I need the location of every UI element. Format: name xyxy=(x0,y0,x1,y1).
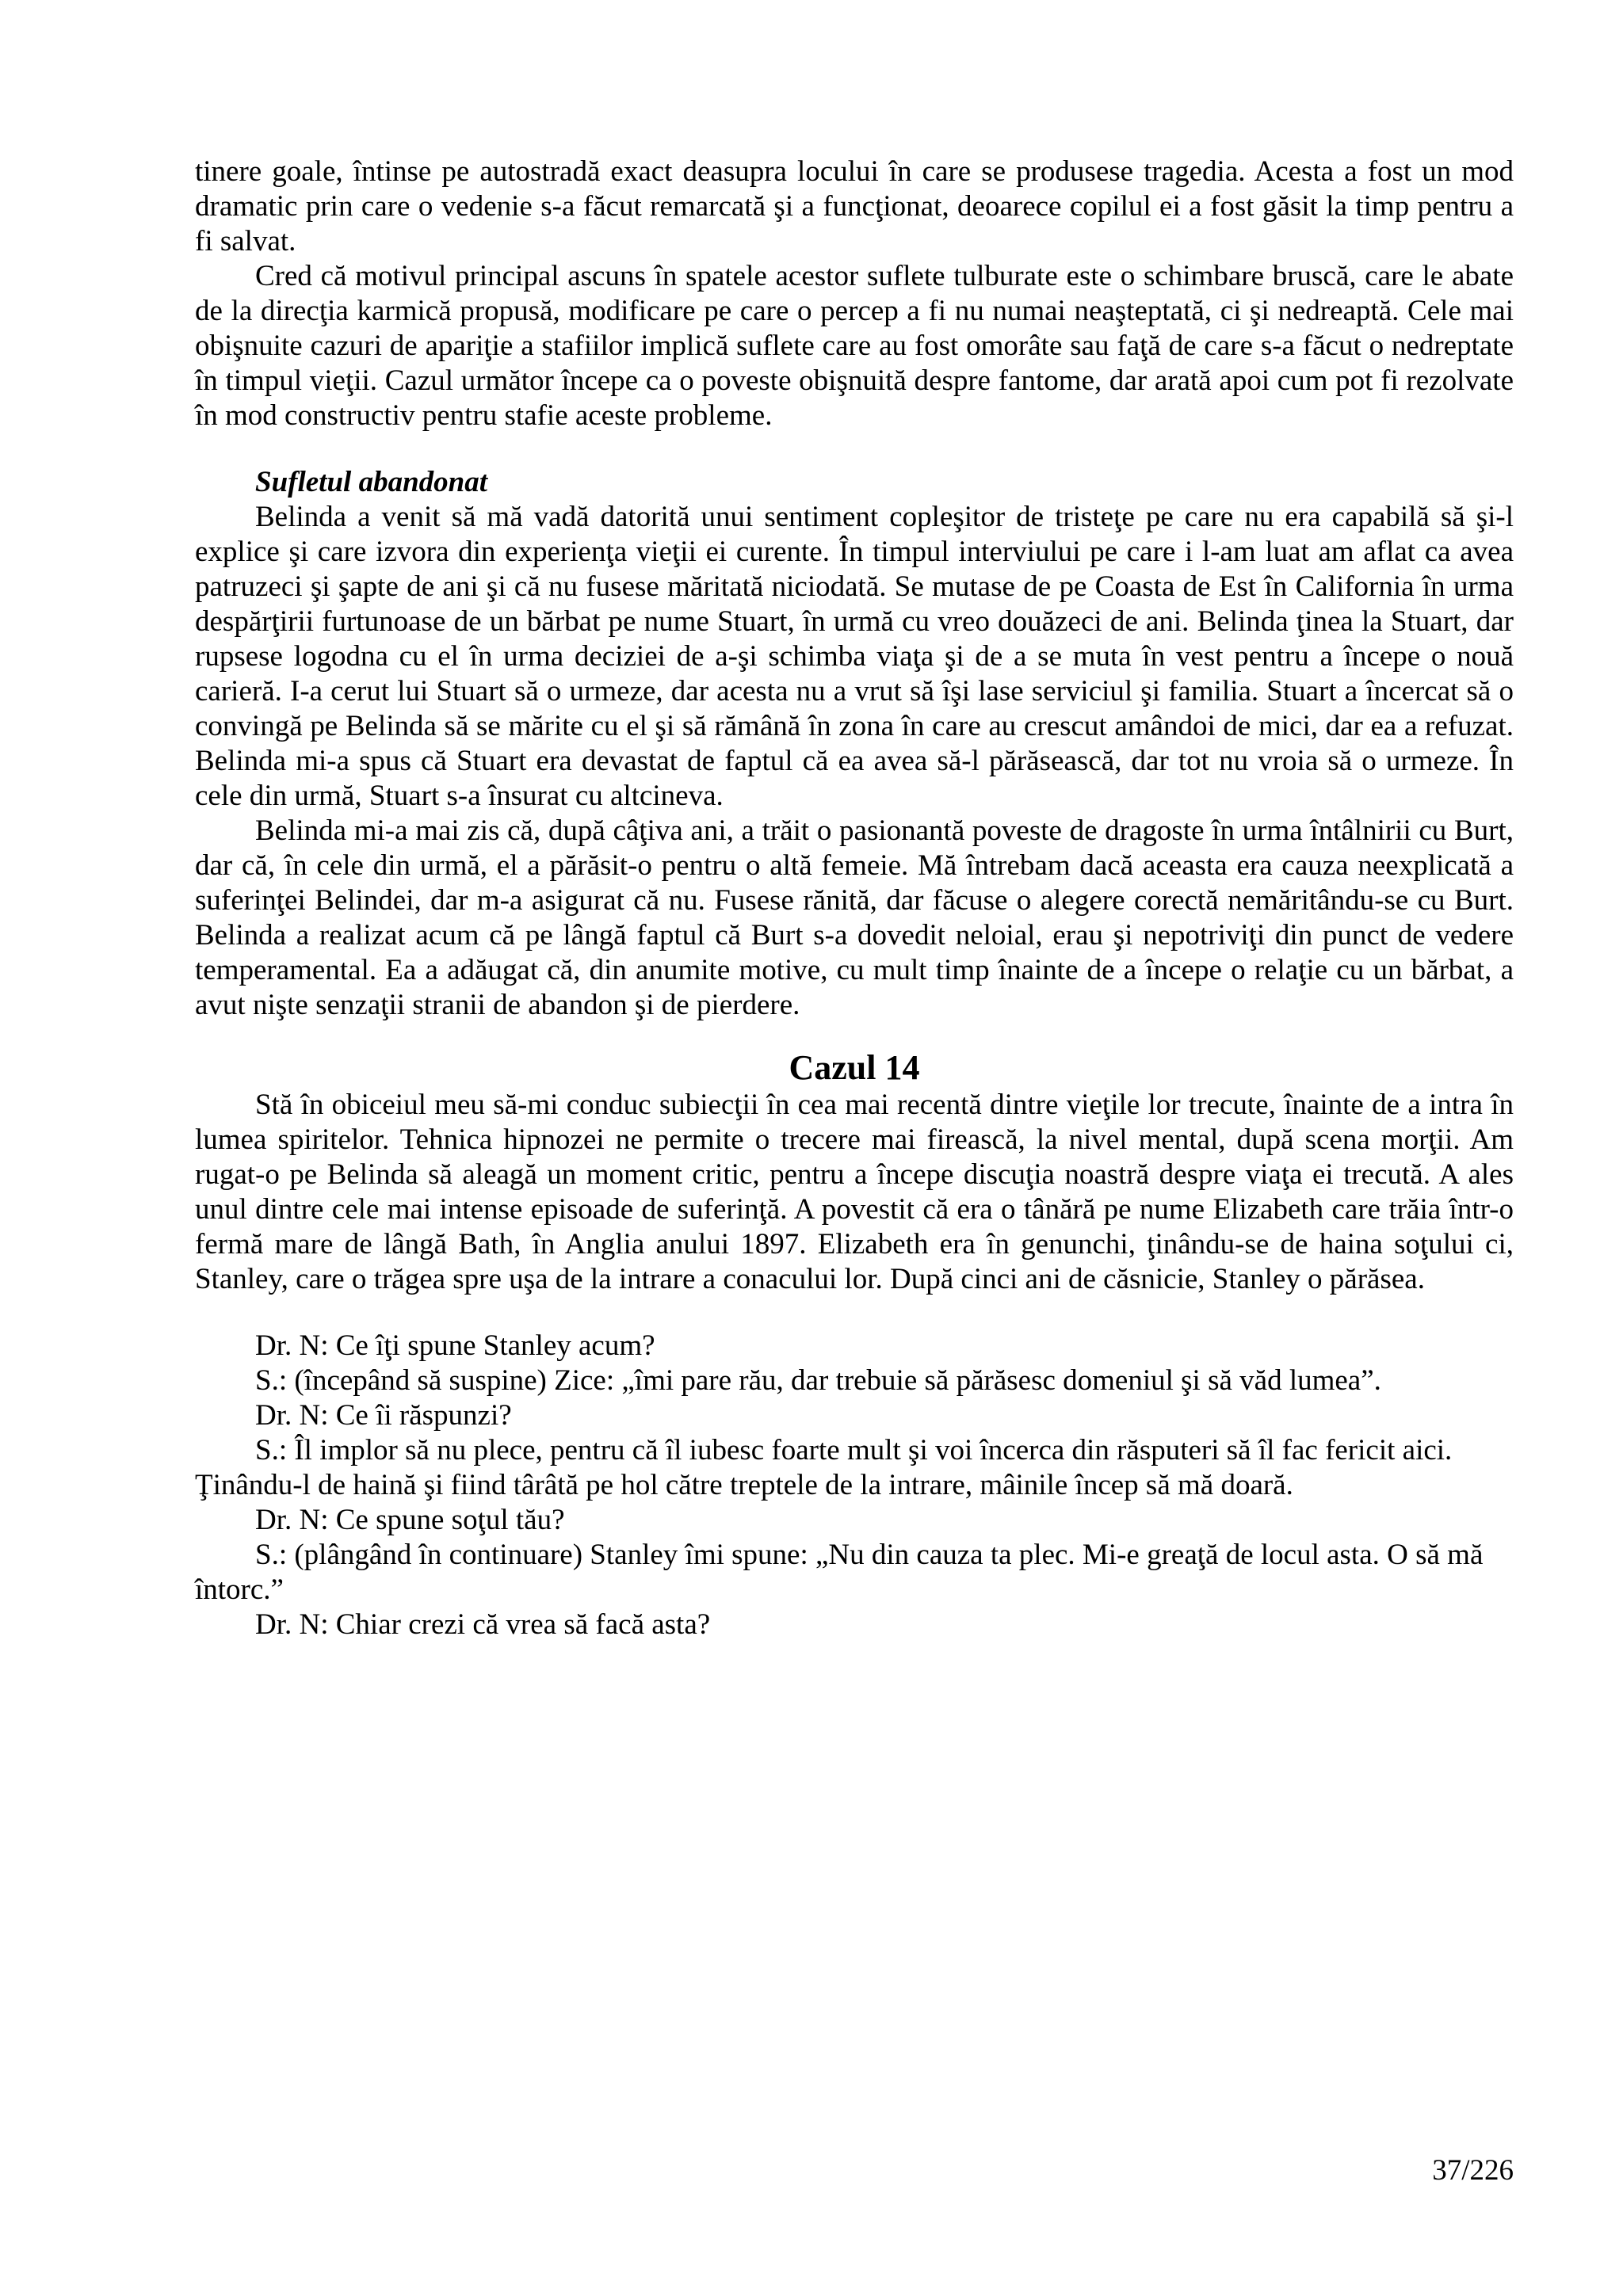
dialogue-line: S.: Îl implor să nu plece, pentru că îl iubesc foarte mult şi voi încerca din răsputeri să îl fac fericit aici. Ţinându-l de haină şi fiind târâtă pe hol către treptele de la intrare, mâinile încep să mă doară. xyxy=(195,1434,1453,1501)
dialogue-line: S.: (plângând în continuare) Stanley îmi spune: „Nu din cauza ta plec. Mi-e greaţă de locul asta. O să mă întorc.” xyxy=(195,1539,1484,1606)
spacer xyxy=(195,1297,1514,1329)
dialogue-line: Dr. N: Ce îi răspunzi? xyxy=(255,1399,512,1432)
paragraph-belinda-intro: Belinda a venit să mă vadă datorită unui sentiment copleşitor de tristeţe pe care nu era capabilă să şi-l explice şi care izvora din experienţa vieţii ei curente. În timpul interviului pe care i l-am luat am aflat ca avea patruzeci şi şapte de ani şi că nu fusese măritată niciodată. Se mutase de pe Coasta de Est în California în urma despărţirii furtunoase de un bărbat pe nume Stuart, în urmă cu vreo douăzeci de ani. Belinda ţinea la Stuart, dar rupsese logodna cu el în urma deciziei de a-şi schimba viaţa şi de a se muta în vest pentru a începe o nouă carieră. I-a cerut lui Stuart să o urmeze, dar acesta nu a vrut să îşi lase serviciul şi familia. Stuart a încercat să o convingă pe Belinda să se mărite cu el şi să rămână în zona în care au crescut amândoi de mici, dar ea a refuzat. Belinda mi-a spus că Stuart era devastat de faptul că ea avea să-l părăsească, dar tot nu vroia să o urmeze. În cele din urmă, Stuart s-a însurat cu altcineva. xyxy=(195,501,1514,812)
page-number: 37/226 xyxy=(1432,2154,1514,2187)
paragraph-case-intro: Stă în obiceiul meu să-mi conduc subiecţii în cea mai recentă dintre vieţile lor trecute, înainte de a intra în lumea spiritelor. Tehnica hipnozei ne permite o trecere mai firească, la nivel mental, după scena morţii. Am rugat-o pe Belinda să aleagă un moment critic, pentru a începe discuţia noastră despre viaţa ei trecută. A ales unul dintre cele mai intense episoade de suferinţă. A povestit că era o tânără pe nume Elizabeth care trăia într-o fermă mare de lângă Bath, în Anglia anului 1897. Elizabeth era în genunchi, ţinându-se de haina soţului ci, Stanley, care o trăgea spre uşa de la intrare a conacului lor. După cinci ani de căsnicie, Stanley o părăsea. xyxy=(195,1089,1514,1295)
case-heading: Cazul 14 xyxy=(789,1048,920,1087)
dialogue-line: Dr. N: Ce îţi spune Stanley acum? xyxy=(255,1329,655,1362)
dialogue-line: Dr. N: Chiar crezi că vrea să facă asta? xyxy=(255,1608,711,1641)
dialogue-line: S.: (începând să suspine) Zice: „îmi pare rău, dar trebuie să părăsesc domeniul şi să văd lumea”. xyxy=(255,1364,1381,1397)
page-body xyxy=(195,154,1514,1642)
dialogue-line: Dr. N: Ce spune soţul tău? xyxy=(255,1504,565,1536)
paragraph-troubled-souls: Cred că motivul principal ascuns în spatele acestor suflete tulburate este o schimbare bruscă, care le abate de la direcţia karmică propusă, modificare pe care o percep a fi nu numai neaşteptată, ci şi nedreaptă. Cele mai obişnuite cazuri de apariţie a stafiilor implică suflete care au fost omorâte sau faţă de care s-a făcut o nedreptate în timpul vieţii. Cazul următor începe ca o poveste obişnuită despre fantome, dar arată apoi cum pot fi rezolvate în mod constructiv pentru stafie aceste probleme. xyxy=(195,260,1514,432)
paragraph-belinda-burt: Belinda mi-a mai zis că, după câţiva ani, a trăit o pasionantă poveste de dragoste în urma întâlnirii cu Burt, dar că, în cele din urmă, el a părăsit-o pentru o altă femeie. Mă întrebam dacă aceasta era cauza neexplicată a suferinţei Belindei, dar m-a asigurat că nu. Fusese rănită, dar făcuse o alegere corectă nemăritându-se cu Burt. Belinda a realizat acum că pe lângă faptul că Burt s-a dovedit neloial, erau şi nepotriviţi din punct de vedere temperamental. Ea a adăugat că, din anumite motive, cu mult timp înainte de a începe o relaţie cu un bărbat, a avut nişte senzaţii stranii de abandon şi de pierdere. xyxy=(195,814,1514,1021)
paragraph-ghost-story-end: tinere goale, întinse pe autostradă exact deasupra locului în care se produsese tragedia. Acesta a fost un mod dramatic prin care o vedenie s-a făcut remarcată şi a funcţionat, deoarece copilul ei a fost găsit la timp pentru a fi salvat. xyxy=(195,155,1514,257)
section-subtitle: Sufletul abandonat xyxy=(255,466,488,498)
